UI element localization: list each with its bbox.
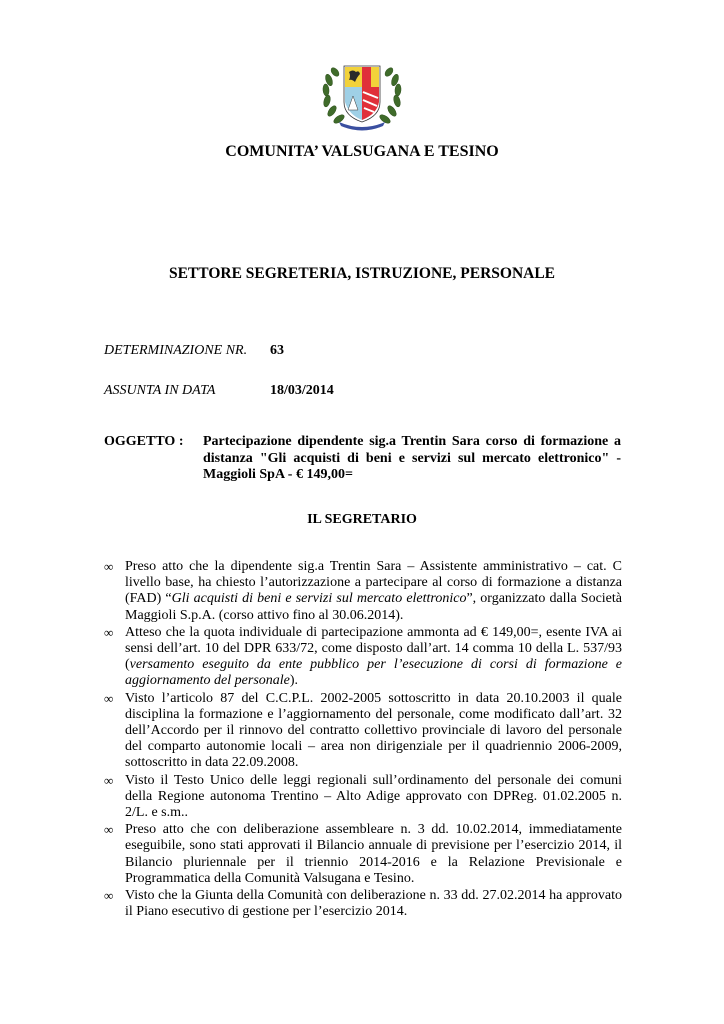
bullet-icon: ∞ (104, 822, 114, 838)
bullet-icon: ∞ (104, 888, 114, 904)
subject-label: OGGETTO : (104, 434, 184, 449)
subject-text: Partecipazione dipendente sig.a Trentin Sara corso di formazione a distanza "Gli acquisti di beni e servizi sul mercato elettronico" - Maggioli SpA - € 149,00= (203, 434, 621, 482)
coat-of-arms-emblem (319, 58, 405, 134)
bullet-icon: ∞ (104, 772, 114, 788)
section-heading: IL SEGRETARIO (307, 512, 417, 527)
list-item: ∞ Preso atto che la dipendente sig.a Trentin Sara – Assistente amministrativo – cat. C livello base, ha chiesto l’autorizzazione a partecipare al corso di formazione a distanza (FAD) “Gli acquisti di beni e servizi sul mercato elettronico”, organizzato dalla Società Maggioli S.p.A. (corso attivo fino al 30.06.2014). (104, 559, 622, 623)
date-label: ASSUNTA IN DATA (104, 383, 216, 398)
organization-name: COMUNITA’ VALSUGANA E TESINO (225, 143, 499, 160)
recitals-list (104, 559, 622, 921)
list-item: ∞ Visto il Testo Unico delle leggi regionali sull’ordinamento del personale dei comuni della Regione autonoma Trentino – Alto Adige approvato con DPReg. 01.02.2005 n. 2/L. e s.m.. (104, 772, 622, 821)
list-item: ∞ Visto l’articolo 87 del C.C.P.L. 2002-2005 sottoscritto in data 20.10.2003 il quale disciplina la formazione e l’aggiornamento del personale, come modificato dall’art. 32 dell’Accordo per il rinnovo del contratto collettivo provinciale di lavoro del personale del comparto autonomie locali – area non dirigenziale per il quadriennio 2006-2009, sottoscritto in data 22.09.2008. (104, 690, 622, 771)
determination-number-label: DETERMINAZIONE NR. (104, 343, 248, 358)
bullet-icon: ∞ (104, 690, 114, 706)
determination-number-value: 63 (270, 343, 284, 358)
list-item: ∞ Preso atto che con deliberazione assembleare n. 3 dd. 10.02.2014, immediatamente eseguibile, sono stati approvati il Bilancio annuale di previsione per l’esercizio 2014, il Bilancio pluriennale per il triennio 2014-2016 e la Relazione Previsionale e Programmatica della Comunità Valsugana e Tesino. (104, 822, 622, 886)
list-item: ∞ Atteso che la quota individuale di partecipazione ammonta ad € 149,00=, esente IVA ai sensi dell’art. 10 del DPR 633/72, come disposto dall’art. 14 comma 10 della L. 537/93 (versamento eseguito da ente pubblico per l’esecuzione di corsi di formazione e aggiornamento del personale). (104, 624, 622, 689)
department-title: SETTORE SEGRETERIA, ISTRUZIONE, PERSONALE (168, 265, 556, 282)
date-value: 18/03/2014 (270, 383, 334, 398)
bullet-icon: ∞ (104, 559, 114, 574)
bullet-icon: ∞ (104, 624, 114, 640)
list-item: ∞ Visto che la Giunta della Comunità con deliberazione n. 33 dd. 27.02.2014 ha approvato il Piano esecutivo di gestione per l’esercizio 2014. (104, 888, 622, 920)
